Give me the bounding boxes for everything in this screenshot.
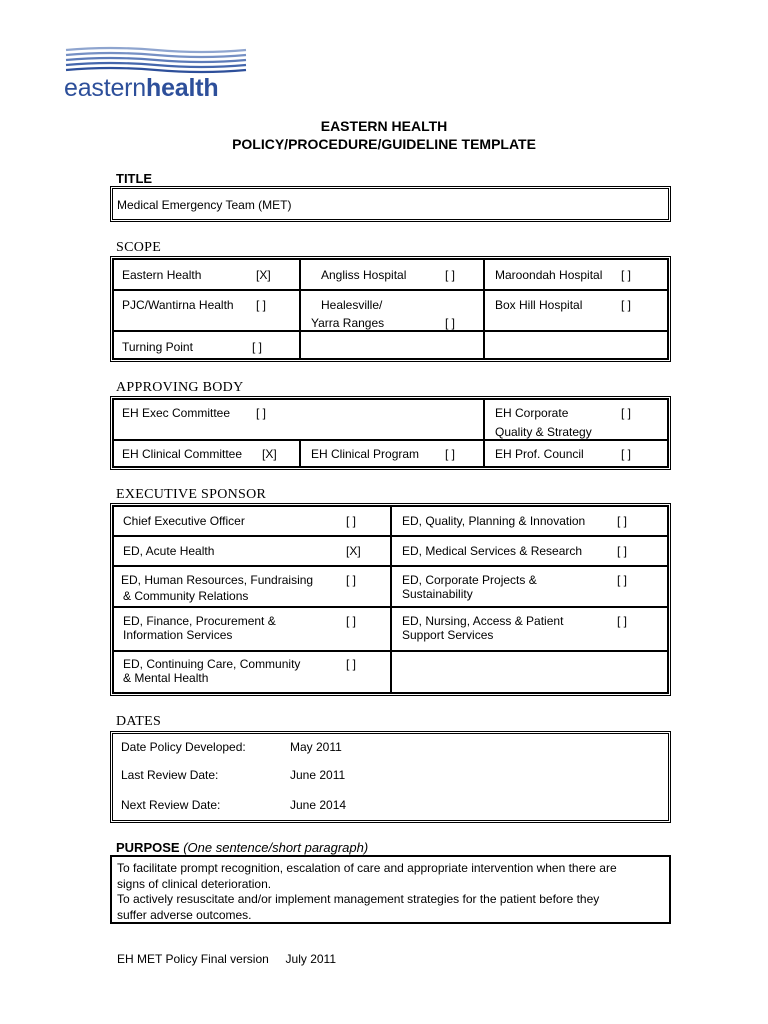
last-review-label: Last Review Date: — [121, 768, 219, 782]
sponsor-name-line2: & Mental Health — [123, 671, 209, 685]
scope-name: Angliss Hospital — [321, 268, 407, 282]
approving-name: EH Prof. Council — [495, 447, 584, 461]
next-review-label: Next Review Date: — [121, 798, 221, 812]
sponsor-mark: [ ] — [346, 514, 357, 528]
footer-date: July 2011 — [285, 952, 336, 966]
sponsor-cell — [113, 506, 391, 536]
scope-cell — [113, 259, 300, 290]
eastern-health-logo — [64, 46, 248, 102]
sponsor-cell — [113, 607, 391, 651]
purpose-heading — [116, 840, 368, 855]
sponsor-cell — [113, 536, 391, 566]
wave-lines-icon — [64, 46, 248, 76]
approving-body-label: APPROVING BODY — [116, 380, 244, 395]
scope-name: Healesville/ — [321, 298, 383, 312]
purpose-line: signs of clinical deterioration. — [117, 876, 272, 891]
executive-sponsor-table — [110, 503, 671, 696]
sponsor-name: ED, Human Resources, Fundraising — [121, 573, 314, 587]
approving-name-line2: Quality & Strategy — [495, 425, 592, 439]
scope-name-line2: Yarra Ranges — [311, 316, 385, 330]
sponsor-mark: [ ] — [346, 657, 357, 671]
sponsor-cell — [391, 566, 668, 607]
sponsor-name-line2: Support Services — [402, 628, 494, 642]
last-review-value: June 2011 — [290, 768, 346, 782]
sponsor-mark: [ ] — [346, 614, 357, 628]
sponsor-cell — [113, 566, 391, 607]
approving-name: EH Clinical Program — [311, 447, 420, 461]
logo-wordmark: easternhealth — [64, 74, 219, 102]
dates-label: DATES — [116, 714, 162, 729]
date-developed-label: Date Policy Developed: — [121, 740, 246, 754]
sponsor-name-line2: Information Services — [123, 628, 233, 642]
sponsor-cell-empty — [391, 651, 668, 693]
purpose-label: PURPOSE — [116, 840, 180, 855]
sponsor-name: ED, Quality, Planning & Innovation — [402, 514, 586, 528]
scope-cell — [300, 290, 484, 331]
title-value: Medical Emergency Team (MET) — [117, 198, 292, 212]
date-developed-value: May 2011 — [290, 740, 342, 754]
approving-cell — [113, 440, 300, 467]
approving-body-table — [110, 396, 671, 470]
scope-name: Turning Point — [122, 340, 193, 354]
sponsor-name: Chief Executive Officer — [123, 514, 245, 528]
scope-name: Maroondah Hospital — [495, 268, 603, 282]
executive-sponsor-label: EXECUTIVE SPONSOR — [116, 487, 267, 502]
scope-mark: [ ] — [256, 298, 267, 312]
approving-cell — [484, 440, 668, 467]
title-box — [110, 186, 671, 222]
scope-mark: [ ] — [445, 316, 456, 330]
approving-mark: [ ] — [256, 406, 267, 420]
scope-cell — [113, 290, 300, 331]
sponsor-mark: [ ] — [346, 573, 357, 587]
sponsor-cell — [113, 651, 391, 693]
purpose-line: To facilitate prompt recognition, escalation of care and appropriate intervention when there are — [117, 861, 617, 875]
purpose-text — [117, 861, 663, 923]
document-org-heading: EASTERN HEALTH — [320, 118, 448, 134]
scope-mark: [ ] — [621, 268, 632, 282]
sponsor-mark: [ ] — [617, 614, 628, 628]
approving-mark: [ ] — [621, 447, 632, 461]
approving-name: EH Exec Committee — [122, 406, 231, 420]
purpose-line: To actively resuscitate and/or implement management strategies for the patient before they — [117, 892, 600, 906]
scope-name: PJC/Wantirna Health — [122, 298, 234, 312]
sponsor-cell — [391, 607, 668, 651]
purpose-hint: (One sentence/short paragraph) — [183, 840, 369, 855]
scope-mark: [ ] — [445, 268, 456, 282]
sponsor-cell — [391, 506, 668, 536]
document-template-heading: POLICY/PROCEDURE/GUIDELINE TEMPLATE — [232, 136, 536, 152]
approving-cell — [484, 399, 668, 440]
sponsor-name-line2: Sustainability — [402, 587, 473, 601]
scope-label: SCOPE — [116, 240, 162, 255]
sponsor-mark: [ ] — [617, 573, 628, 587]
scope-cell-empty — [484, 331, 668, 359]
scope-cell — [484, 259, 668, 290]
approving-mark: [ ] — [445, 447, 456, 461]
scope-mark: [ ] — [621, 298, 632, 312]
purpose-line: suffer adverse outcomes. — [117, 907, 252, 922]
scope-mark: [ ] — [252, 340, 263, 354]
sponsor-mark: [X] — [346, 544, 361, 558]
approving-name: EH Clinical Committee — [122, 447, 243, 461]
dates-box — [110, 731, 671, 823]
sponsor-mark: [ ] — [617, 514, 628, 528]
approving-cell — [113, 399, 484, 440]
scope-cell — [300, 259, 484, 290]
sponsor-name-line2: & Community Relations — [123, 589, 249, 603]
footer-doc-name: EH MET Policy Final version — [117, 952, 269, 966]
page-footer — [117, 952, 336, 966]
scope-name: Box Hill Hospital — [495, 298, 583, 312]
scope-name: Eastern Health — [122, 268, 202, 282]
scope-cell — [113, 331, 300, 359]
purpose-box — [110, 855, 671, 924]
approving-mark: [X] — [262, 447, 277, 461]
approving-mark: [ ] — [621, 406, 632, 420]
scope-mark: [X] — [256, 268, 271, 282]
scope-cell-empty — [300, 331, 484, 359]
scope-table — [110, 256, 671, 362]
sponsor-mark: [ ] — [617, 544, 628, 558]
approving-cell — [300, 440, 484, 467]
sponsor-name: ED, Continuing Care, Community — [123, 657, 301, 671]
sponsor-name: ED, Finance, Procurement & — [123, 614, 276, 628]
sponsor-name: ED, Corporate Projects & — [402, 573, 537, 587]
sponsor-cell — [391, 536, 668, 566]
sponsor-name: ED, Nursing, Access & Patient — [402, 614, 564, 628]
title-label: TITLE — [116, 171, 153, 186]
scope-cell — [484, 290, 668, 331]
sponsor-name: ED, Medical Services & Research — [402, 544, 583, 558]
approving-name: EH Corporate — [495, 406, 569, 420]
sponsor-name: ED, Acute Health — [123, 544, 215, 558]
next-review-value: June 2014 — [290, 798, 347, 812]
